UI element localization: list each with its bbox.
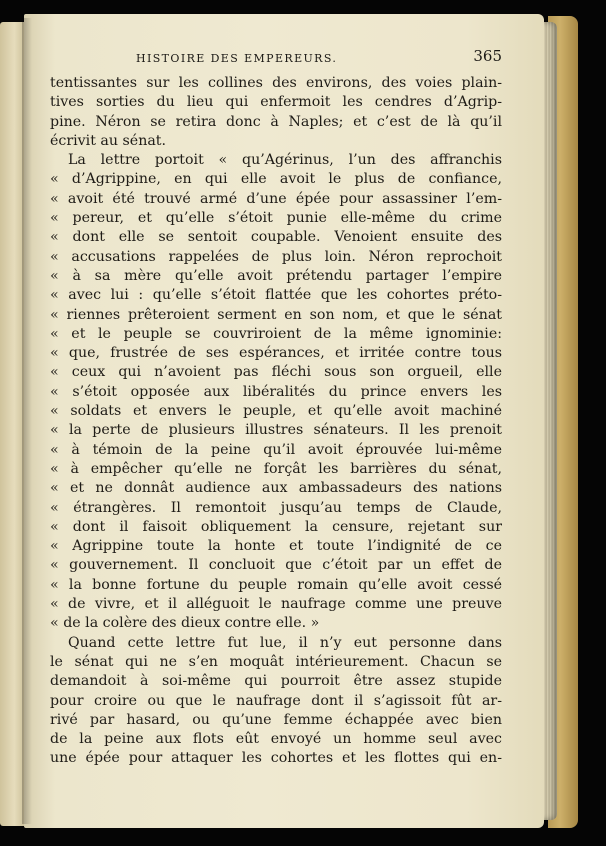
text-line: « gouvernement. Il concluoit que c’étoit par un effet de <box>50 557 502 574</box>
text-line: tentissantes sur les collines des environs, des voies plain- <box>50 75 502 91</box>
text-line: « que, frustrée de ses espérances, et irritée contre tous <box>50 345 502 362</box>
text-line: demandoit à soi-même qui pourroit être assez stupide <box>50 673 502 690</box>
text-line: « de la colère des dieux contre elle. » <box>50 615 320 632</box>
text-line: « de vivre, et il alléguoit le naufrage comme une preuve <box>50 596 502 613</box>
text-line: La lettre portoit « qu’Agérinus, l’un des affranchis <box>68 152 502 169</box>
text-line: « à empêcher qu’elle ne forçât les barrières du sénat, <box>50 460 502 477</box>
page-header <box>56 47 502 72</box>
text-line: Quand cette lettre fut lue, il n’y eut personne dans <box>68 634 502 651</box>
text-line: « la bonne fortune du peuple romain qu’elle avoit cessé <box>50 576 502 593</box>
page-number: 365 <box>473 47 502 65</box>
text-line: « d’Agrippine, en qui elle avoit le plus de confiance, <box>50 171 502 188</box>
text-line: « Agrippine toute la honte et toute l’indignité de ce <box>50 538 502 555</box>
text-line: « étrangères. Il remontoit jusqu’au temps de Claude, <box>50 499 502 516</box>
text-line: écrivit au sénat. <box>50 132 167 149</box>
text-line: « accusations rappelées de plus loin. Néron reprochoit <box>50 248 502 265</box>
body-text <box>50 74 502 769</box>
text-line: « ceux qui n’avoient pas fléchi sous son orgueil, elle <box>50 364 502 381</box>
text-line: rivé par hasard, ou qu’une femme échappée avec bien <box>50 711 502 728</box>
text-line: le sénat qui ne s’en moquât intérieurement. Chacun se <box>50 653 502 670</box>
text-line: « dont il faisoit obliquement la censure, rejetant sur <box>50 518 502 535</box>
text-line: « soldats et envers le peuple, et qu’elle avoit machiné <box>50 403 502 420</box>
text-line: « pereur, et qu’elle s’étoit punie elle-même du crime <box>50 210 502 227</box>
page-gutter-shadow <box>22 18 32 824</box>
text-line: « avec lui : qu’elle s’étoit flattée que les cohortes préto- <box>50 287 502 304</box>
text-line: « et ne donnât audience aux ambassadeurs des nations <box>50 480 502 497</box>
text-line: pine. Néron se retira donc à Naples; et c’est de là qu’il <box>50 113 502 130</box>
text-line: tives sorties du lieu qui enfermoit les cendres d’Agrip- <box>50 94 502 111</box>
text-line: pour croire ou que le naufrage dont il s’agissoit fût ar- <box>50 692 502 709</box>
text-line: « et le peuple se couvriroient de la même ignominie: <box>50 325 502 342</box>
text-line: « s’étoit opposée aux libéralités du prince envers les <box>50 383 502 400</box>
text-line: « à témoin de la peine qu’il avoit éprouvée lui-même <box>50 441 502 458</box>
text-line: « riennes prêteroient serment en son nom, et que le sénat <box>50 306 502 323</box>
running-title: HISTOIRE DES EMPEREURS. <box>136 52 338 65</box>
text-line: « avoit été trouvé armé d’une épée pour assassiner l’em- <box>50 190 502 207</box>
text-line: une épée pour attaquer les cohortes et les flottes qui en- <box>50 750 502 767</box>
text-line: « la perte de plusieurs illustres sénateurs. Il les prenoit <box>50 422 502 439</box>
text-line: « dont elle se sentoit coupable. Venoient ensuite des <box>50 229 502 246</box>
text-line: « à sa mère qu’elle avoit prétendu partager l’empire <box>50 267 502 284</box>
text-line: de la peine aux flots eût envoyé un homme seul avec <box>50 731 502 748</box>
